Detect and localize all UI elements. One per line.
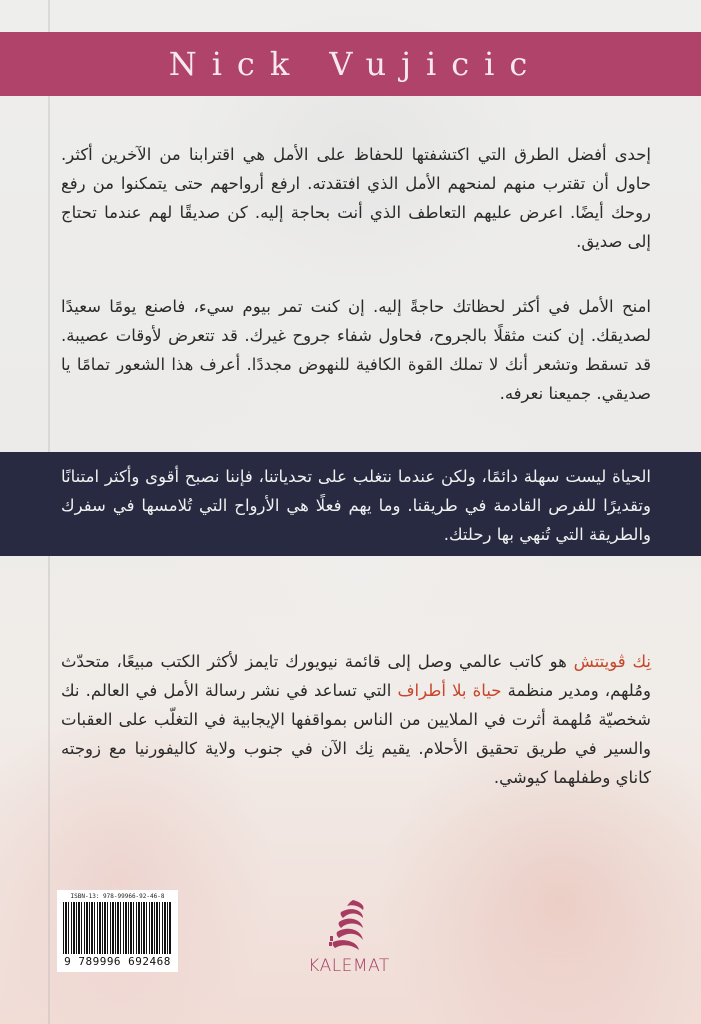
publisher-logo [294, 898, 404, 982]
organization-highlight: حياة بلا أطراف [397, 681, 502, 700]
bio-text-2: التي تساعد في نشر رسالة الأمل في العالم. نك شخصيّة مُلهمة أثرت في الملايين من الناس بمواقفها الإيجابية في التغلّب على العقبات والسير في طريق تحقيق الأحلام. يقيم نِك الآن في جنوب ولاية كاليفورنيا مع زوجته كاناي وطفلهما كيوشي. [61, 681, 651, 787]
isbn-label: ISBN-13: 978-99966-92-46-8 [70, 893, 165, 900]
author-bio [61, 647, 651, 792]
paragraph-2: امنح الأمل في أكثر لحظاتك حاجةً إليه. إن كنت تمر بيوم سيء، فاصنع يومًا سعيدًا لصديقك. إن كنت مثقلًا بالجروح، فحاول شفاء جروح غيرك. قد تتعرض لأوقات عصيبة. قد تسقط وتشعر أنك لا تملك القوة الكافية للنهوض مجددًا. أعرف هذا الشعور تمامًا يا صديقي. جميعنا نعرفه. [61, 297, 651, 403]
barcode-digits: 9 789996 692468 [64, 955, 171, 968]
isbn-barcode [57, 890, 178, 972]
publisher-name: KALEMAT [308, 956, 390, 976]
bio-text-1: هو كاتب عالمي وصل إلى قائمة نيويورك تايمز لأكثر الكتب مبيعًا، متحدّث ومُلهم، ومدير منظمة [61, 652, 651, 700]
paragraph-3-quote: الحياة ليست سهلة دائمًا، ولكن عندما نتغلب على تحدياتنا، فإننا نصبح أقوى وأكثر امتنانًا وتقديرًا للفرص القادمة في طريقنا. وما يهم فعلًا هي الأرواح التي تُلامسها في سفرك والطريقة التي تُنهي بها رحلتك. [61, 467, 651, 544]
author-title-band [0, 32, 701, 96]
barcode-bars [63, 902, 172, 954]
author-name-highlight: نِك ڤويتتش [573, 652, 651, 671]
paragraph-1: إحدى أفضل الطرق التي اكتشفتها للحفاظ على الأمل هي اقترابنا من الآخرين أكثر. حاول أن تقترب منهم لمنحهم الأمل الذي افتقدته. ارفع أرواحهم حتى يتمكنوا من رفع روحك أيضًا. اعرض عليهم التعاطف الذي أنت بحاجة إليه. كن صديقًا لهم عندما تحتاج إلى صديق. [61, 145, 651, 251]
kalemat-logo-icon [327, 898, 371, 954]
author-name: Nick Vujicic [168, 45, 543, 83]
